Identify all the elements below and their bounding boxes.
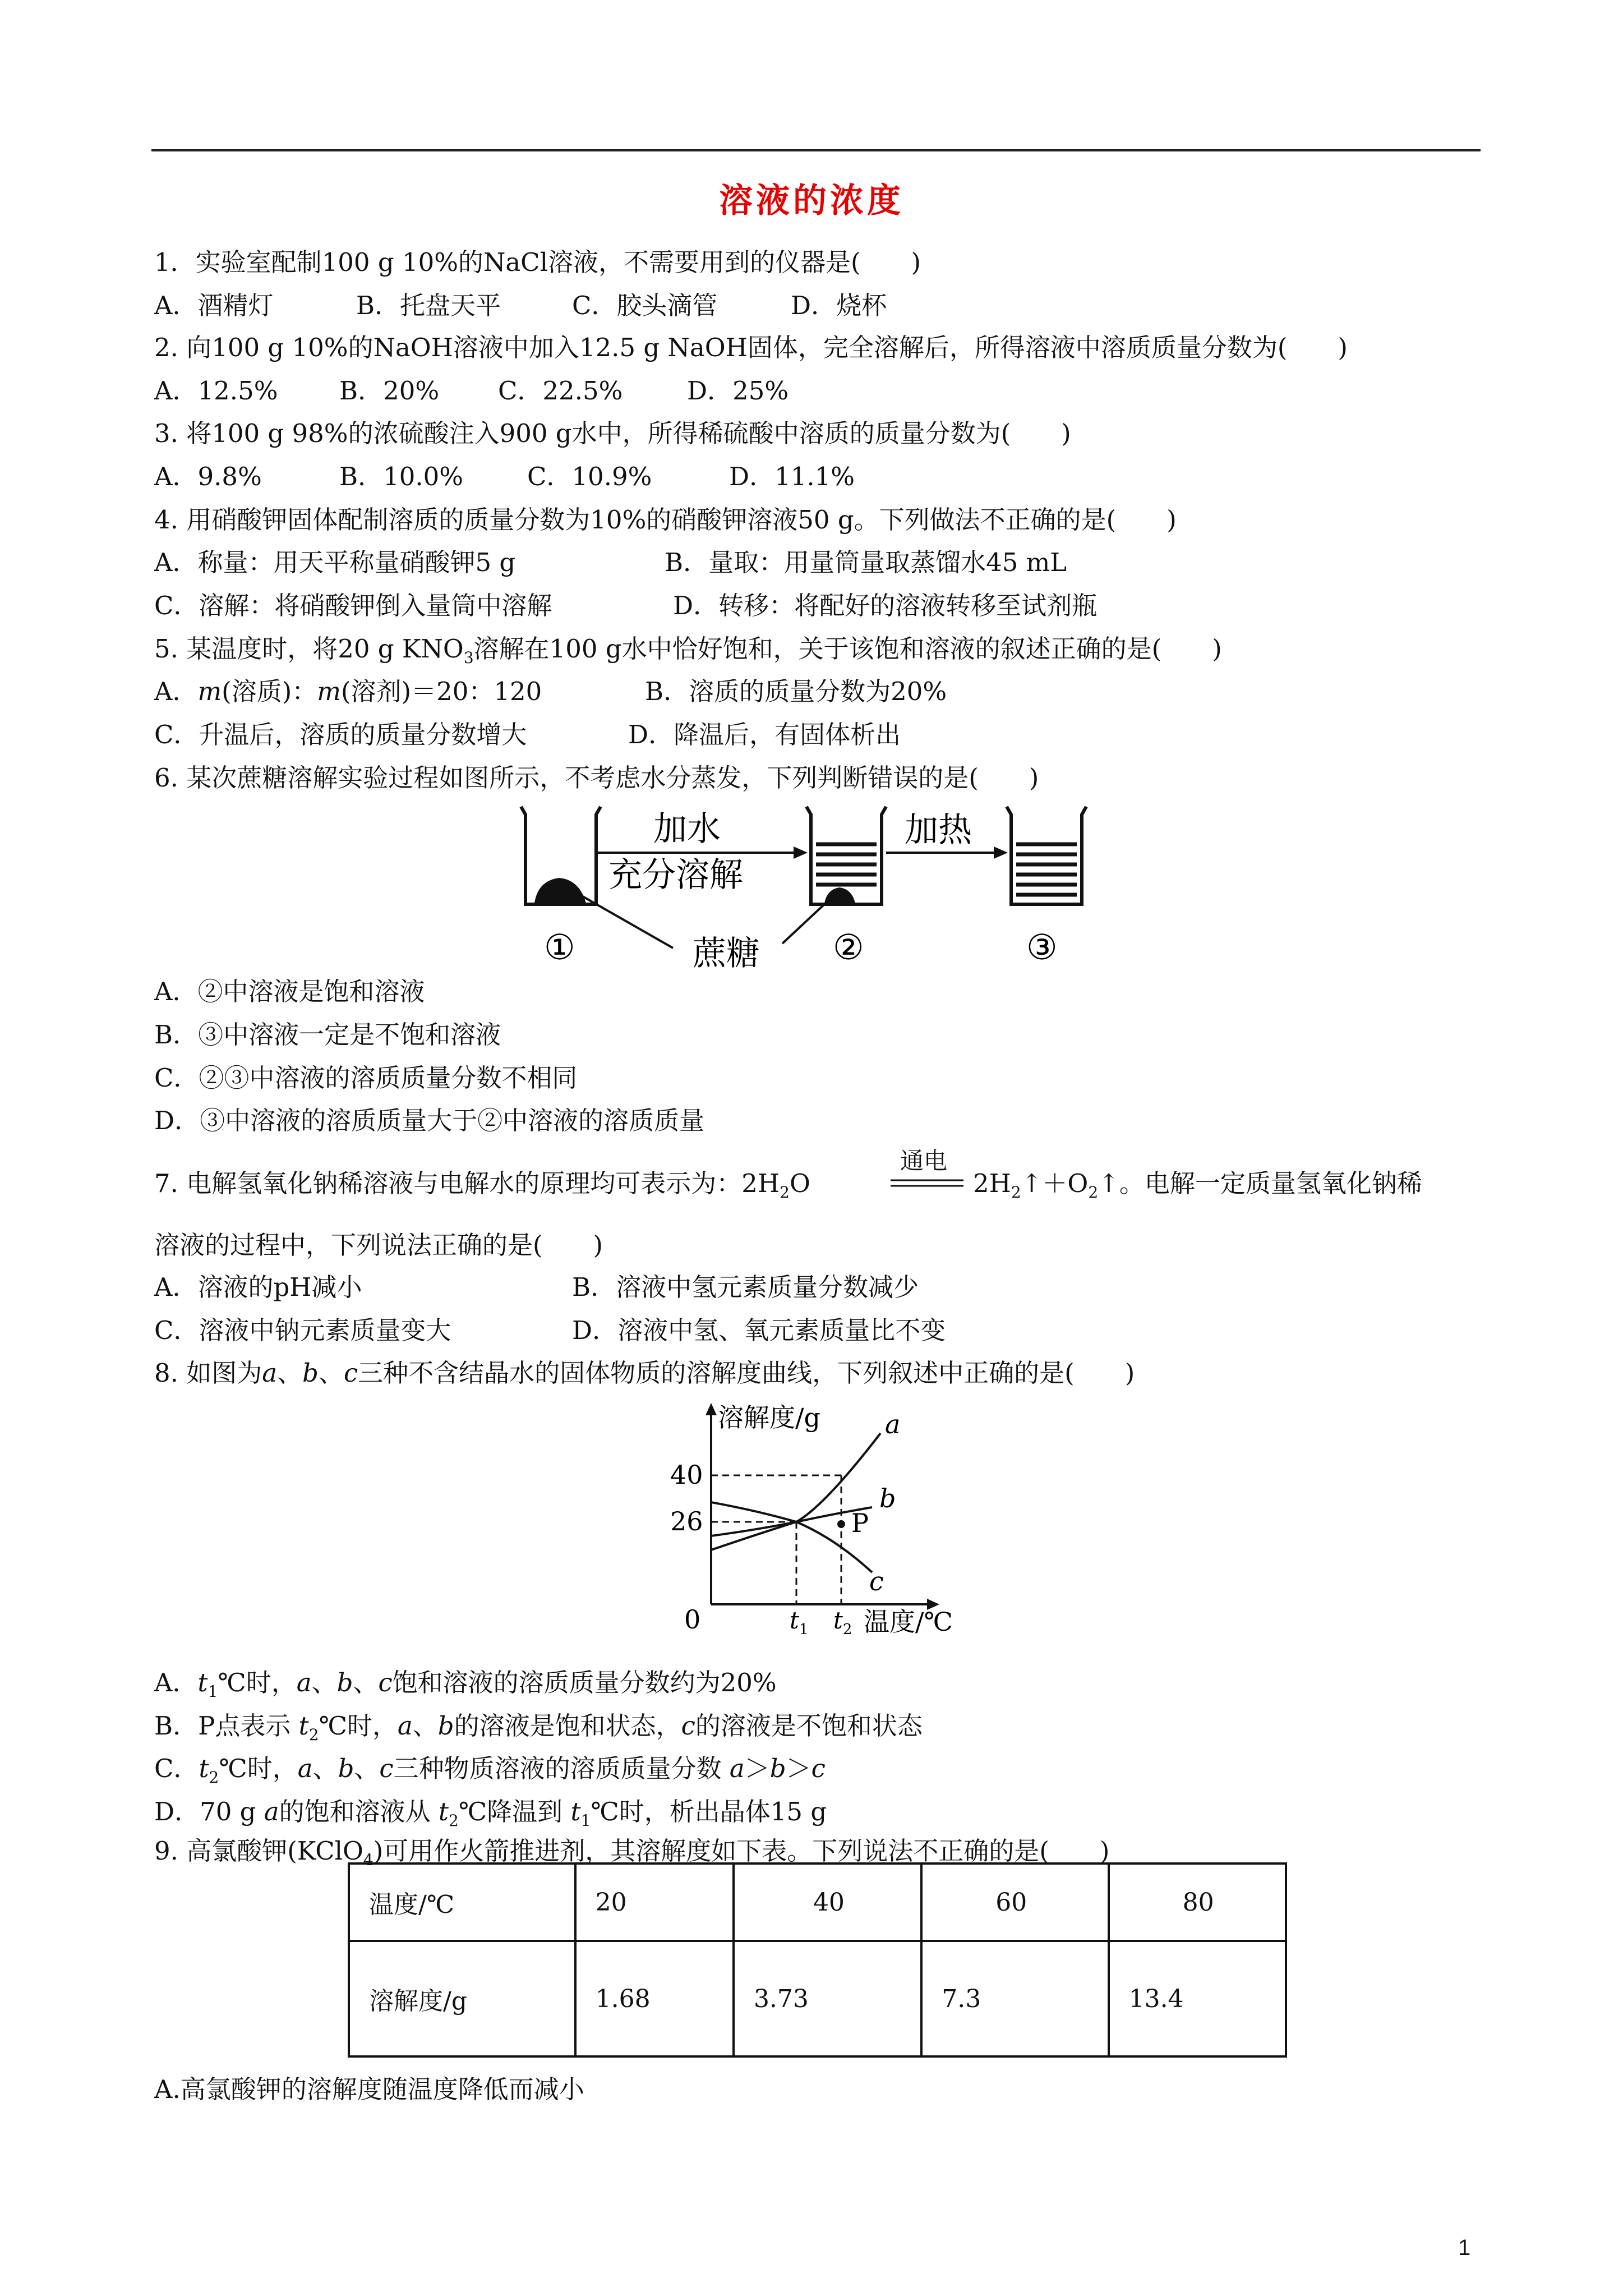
- x-axis-label: 温度/℃: [864, 1607, 953, 1635]
- q1-option-c: C．胶头滴管: [572, 291, 718, 320]
- point-p-label: P: [851, 1508, 869, 1538]
- y-tick-40: 40: [670, 1460, 703, 1490]
- y-axis-label: 溶解度/g: [718, 1402, 820, 1433]
- table-cell: 3.73: [734, 1941, 921, 2056]
- q7-equation-right: $2H_2↑+O_2↑$。电解一定质量氢氧化钠稀: [973, 1168, 1422, 1202]
- q8-option-a: A．$t_1℃$时，a、b、c饱和溶液的溶质质量分数约为20%: [154, 1668, 777, 1701]
- q5-stem: 5. 某温度时，将20 g $KNO_3$溶解在100 g水中恰好饱和，关于该饱和溶液的叙述正确的是( ): [154, 634, 1222, 667]
- q6-option-b: B．③中溶液一定是不饱和溶液: [154, 1020, 501, 1050]
- curve-c-label: c: [869, 1566, 884, 1596]
- x-tick-t1: $t_1$: [790, 1607, 809, 1635]
- curve-c: [711, 1502, 872, 1572]
- q1-option-b: B．托盘天平: [356, 291, 501, 320]
- table-cell: 1.68: [575, 1941, 734, 2056]
- guide-lines: [711, 1475, 841, 1604]
- q2-option-b: B．20%: [339, 376, 440, 406]
- table-cell: 20: [575, 1864, 734, 1941]
- q3-option-c: C．10.9%: [527, 462, 652, 491]
- sugar-pile: [534, 878, 586, 903]
- sugar-dissolving-figure: [513, 797, 1119, 982]
- q7-option-c: C．溶液中钠元素质量变大: [154, 1315, 451, 1345]
- q4-option-b: B．量取：用量筒量取蒸馏水45 mL: [665, 547, 1067, 577]
- q7-condition: 通电: [900, 1147, 948, 1175]
- q7-option-d: D．溶液中氢、氧元素质量比不变: [572, 1315, 946, 1345]
- table-cell: 40: [734, 1864, 921, 1941]
- q7-stem-line1: 7. 电解氢氧化钠稀溶液与电解水的原理均可表示为：$2H_2O$: [154, 1168, 810, 1202]
- q2-option-c: C．22.5%: [498, 376, 623, 406]
- arrow1-label-top: 加水: [653, 809, 721, 849]
- table-cell: 60: [921, 1864, 1108, 1941]
- q5-option-c: C．升温后，溶质的质量分数增大: [154, 720, 527, 749]
- table-cell: 温度/℃: [349, 1864, 575, 1941]
- q6-option-a: A．②中溶液是饱和溶液: [154, 977, 425, 1006]
- page-number: 1: [1458, 2235, 1471, 2260]
- q2-option-d: D．25%: [687, 376, 789, 406]
- q5-option-d: D．降温后，有固体析出: [628, 720, 901, 749]
- q9-option-a: A.高氯酸钾的溶解度随温度降低而减小: [154, 2074, 584, 2104]
- curve-b-label: b: [879, 1483, 896, 1513]
- header-rule: [151, 149, 1481, 151]
- q7-equals-sign: [891, 1178, 963, 1189]
- table-cell: 13.4: [1109, 1941, 1286, 2056]
- origin-label: 0: [684, 1604, 701, 1635]
- q4-option-c: C．溶解：将硝酸钾倒入量筒中溶解: [154, 591, 552, 620]
- arrow1-label-bottom: 充分溶解: [608, 855, 743, 895]
- solubility-curve-figure: [656, 1400, 976, 1635]
- beaker1-label: ①: [544, 927, 575, 968]
- table-row: [349, 1941, 1286, 2056]
- sugar-pointer-left: [575, 892, 673, 948]
- beaker3-label: ③: [1026, 927, 1058, 968]
- q9-stem: 9. 高氯酸钾(KClO$_4$)可用作火箭推进剂，其溶解度如下表。下列说法不正确的是( ): [154, 1836, 1110, 1869]
- q6-option-c: C．②③中溶液的溶质质量分数不相同: [154, 1063, 578, 1093]
- beaker-2: [806, 807, 886, 904]
- q7-stem-line2: 溶液的过程中，下列说法正确的是( ): [154, 1230, 603, 1260]
- beaker-1: [521, 807, 601, 904]
- q2-option-a: A．12.5%: [154, 376, 278, 406]
- table-row: [349, 1864, 1286, 1941]
- q6-stem: 6. 某次蔗糖溶解实验过程如图所示，不考虑水分蒸发，下列判断错误的是( ): [154, 763, 1039, 793]
- q8-option-d: D．70 g a的饱和溶液从 $t_2℃$降温到 $t_1℃$时，析出晶体15 g: [154, 1797, 827, 1830]
- table-cell: 7.3: [921, 1941, 1108, 2056]
- page-title: 溶液的浓度: [719, 181, 904, 220]
- q3-option-a: A．9.8%: [154, 462, 262, 491]
- curve-a-label: a: [885, 1409, 901, 1439]
- y-tick-26: 26: [670, 1506, 703, 1536]
- q3-option-d: D．11.1%: [729, 462, 855, 491]
- q3-option-b: B．10.0%: [339, 462, 464, 491]
- table-cell: 溶解度/g: [349, 1941, 575, 2056]
- table-cell: 80: [1109, 1864, 1286, 1941]
- beaker-3: [1007, 807, 1086, 904]
- q6-option-d: D．③中溶液的溶质质量大于②中溶液的溶质质量: [154, 1106, 705, 1135]
- q4-stem: 4. 用硝酸钾固体配制溶质的质量分数为10%的硝酸钾溶液50 g。下列做法不正确的是( ): [154, 505, 1177, 535]
- beaker2-label: ②: [833, 927, 864, 968]
- q4-option-a: A．称量：用天平称量硝酸钾5 g: [154, 547, 516, 577]
- q1-stem: 1．实验室配制100 g 10%的NaCl溶液，不需要用到的仪器是( ): [154, 247, 921, 277]
- q4-option-d: D．转移：将配好的溶液转移至试剂瓶: [673, 591, 1098, 620]
- q3-stem: 3. 将100 g 98%的浓硫酸注入900 g水中，所得稀硫酸中溶质的质量分数为( ): [154, 418, 1071, 448]
- q1-option-d: D．烧杯: [791, 291, 887, 320]
- q7-option-a: A．溶液的pH减小: [154, 1272, 362, 1302]
- q2-stem: 2. 向100 g 10%的NaOH溶液中加入12.5 g NaOH固体，完全溶解后，所得溶液中溶质质量分数为( ): [154, 333, 1348, 362]
- q1-option-a: A．酒精灯: [154, 291, 274, 320]
- solubility-table: [348, 1862, 1287, 2058]
- q8-option-c: C．$t_2℃$时，a、b、c三种物质溶液的溶质质量分数 a＞b＞c: [154, 1754, 826, 1787]
- q8-option-b: B．P点表示 $t_2℃$时，a、b的溶液是饱和状态，c的溶液是不饱和状态: [154, 1711, 923, 1744]
- arrow2-label-top: 加热: [905, 811, 972, 850]
- sugar-label: 蔗糖: [693, 934, 760, 973]
- q7-option-b: B．溶液中氢元素质量分数减少: [572, 1272, 919, 1302]
- x-tick-t2: $t_2$: [833, 1607, 852, 1635]
- q8-stem: 8. 如图为a、b、c三种不含结晶水的固体物质的溶解度曲线，下列叙述中正确的是( ): [154, 1358, 1135, 1388]
- sugar-pointer-right: [782, 896, 833, 944]
- q5-option-b: B．溶质的质量分数为20%: [645, 677, 947, 706]
- point-p: [837, 1520, 845, 1528]
- q5-option-a: A．m(溶质)：m(溶剂)＝20：120: [154, 677, 542, 706]
